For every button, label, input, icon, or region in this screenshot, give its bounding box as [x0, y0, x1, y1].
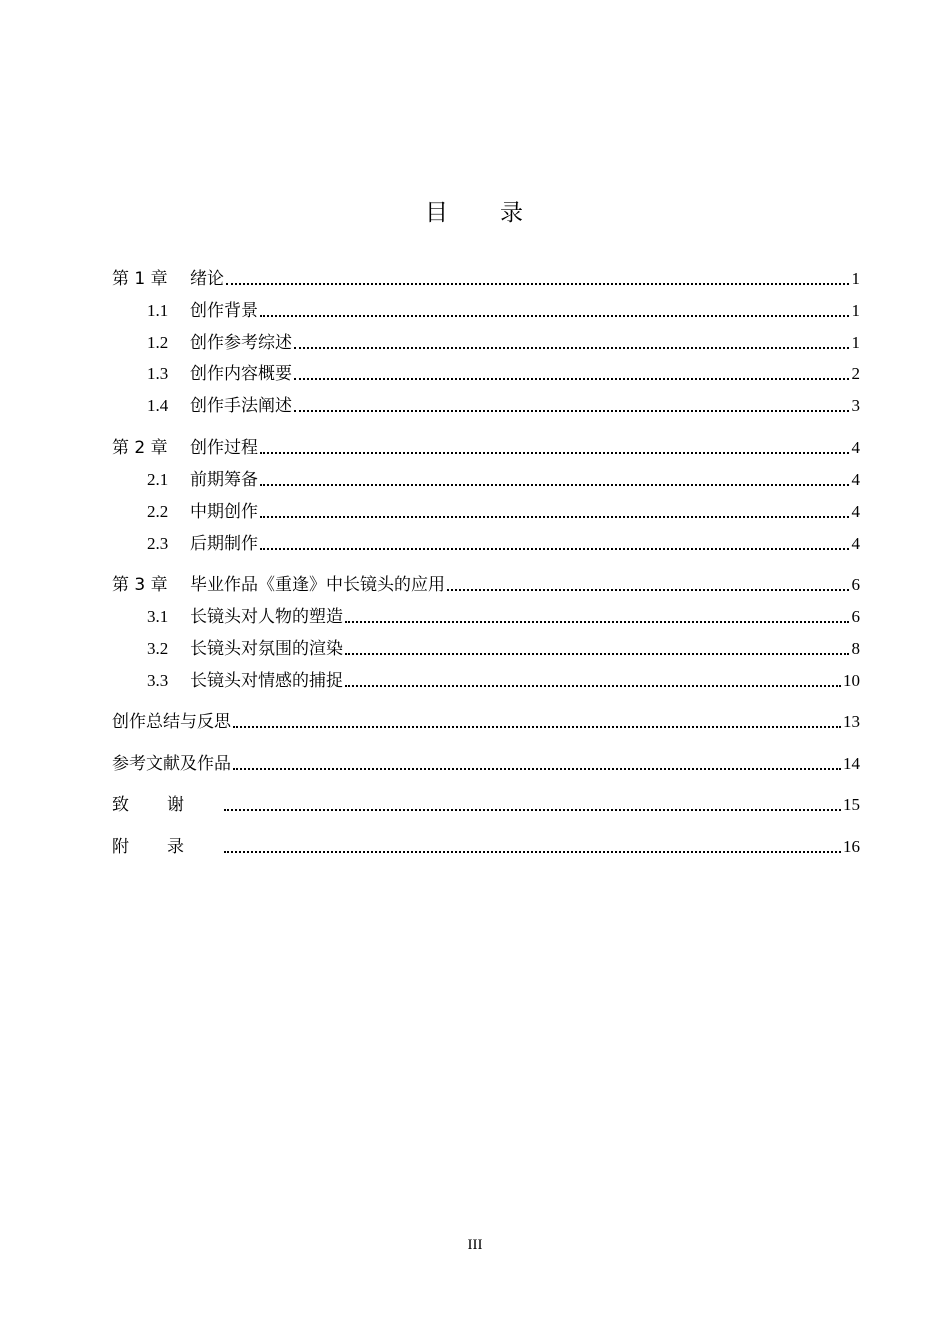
toc-chapter-entry[interactable]: [112, 791, 860, 815]
toc-leader-dots: [233, 726, 841, 728]
toc-leader-dots: [294, 378, 849, 380]
toc-entry-page: 13: [843, 712, 860, 731]
toc-entry-page: 4: [851, 502, 860, 521]
toc-chapter-entry[interactable]: [112, 750, 860, 774]
toc-entry-number: 3.2: [147, 639, 169, 658]
toc-entry-label: 参考文献及作品: [112, 754, 231, 774]
toc-leader-dots: [260, 548, 849, 550]
toc-leader-dots: [260, 315, 849, 317]
toc-entry-page: 1: [851, 301, 860, 320]
toc-leader-dots: [224, 851, 841, 853]
toc-entry-page: 1: [851, 269, 860, 288]
toc-entry-label: 长镜头对人物的塑造: [190, 607, 343, 627]
toc-entry-number: 1.4: [147, 396, 169, 415]
toc-entry-page: 2: [851, 364, 860, 383]
toc-entry-number: 第 1 章: [112, 269, 168, 289]
toc-leader-dots: [233, 768, 841, 770]
toc-entry-number: 1.3: [147, 364, 169, 383]
toc-section-entry[interactable]: [112, 360, 860, 384]
toc-leader-dots: [345, 653, 849, 655]
toc-entry-label: 前期筹备: [190, 470, 258, 490]
toc-section-entry[interactable]: [112, 530, 860, 554]
toc-entry-number: 2.2: [147, 502, 169, 521]
toc-entry-page: 4: [851, 534, 860, 553]
toc-title-char-1: 目: [425, 200, 450, 226]
toc-entry-number: 1.1: [147, 301, 169, 320]
toc-section-entry[interactable]: [112, 667, 860, 691]
toc-entry-label: 创作总结与反思: [112, 712, 231, 732]
toc-entry-label: 创作过程: [190, 438, 258, 458]
toc-entry-page: 4: [851, 438, 860, 457]
toc-entry-label: 创作参考综述: [190, 333, 292, 353]
toc-section-entry[interactable]: [112, 329, 860, 353]
toc-section-entry[interactable]: [112, 466, 860, 490]
toc-leader-dots: [294, 347, 849, 349]
toc-section-entry[interactable]: [112, 635, 860, 659]
toc-entry-number: 2.1: [147, 470, 169, 489]
toc-entry-number: 第 3 章: [112, 575, 168, 595]
toc-entry-label: 致谢: [112, 795, 222, 815]
toc-entry-number: 1.2: [147, 333, 169, 352]
toc-entry-page: 16: [843, 837, 860, 856]
toc-leader-dots: [224, 809, 841, 811]
toc-leader-dots: [260, 484, 849, 486]
toc-chapter-entry[interactable]: [112, 833, 860, 857]
toc-leader-dots: [447, 589, 849, 591]
toc-entry-page: 1: [851, 333, 860, 352]
toc-entry-label: 后期制作: [190, 534, 258, 554]
toc-entry-label: 绪论: [190, 269, 224, 289]
toc-entry-page: 14: [843, 754, 860, 773]
toc-entry-label: 毕业作品《重逢》中长镜头的应用: [190, 575, 445, 595]
toc-entry-label: 长镜头对氛围的渲染: [190, 639, 343, 659]
toc-leader-dots: [260, 516, 849, 518]
toc-entry-page: 6: [851, 607, 860, 626]
toc-entry-label: 创作背景: [190, 301, 258, 321]
toc-leader-dots: [345, 685, 841, 687]
toc-leader-dots: [226, 283, 849, 285]
toc-leader-dots: [294, 410, 849, 412]
toc-entry-label: 创作手法阐述: [190, 396, 292, 416]
toc-entry-label: 创作内容概要: [190, 364, 292, 384]
toc-entry-number: 3.3: [147, 671, 169, 690]
toc-entry-label: 附录: [112, 837, 222, 857]
toc-section-entry[interactable]: [112, 498, 860, 522]
toc-entry-number: 第 2 章: [112, 438, 168, 458]
toc-entry-number: 3.1: [147, 607, 169, 626]
page-number: III: [467, 1237, 483, 1253]
toc-leader-dots: [345, 621, 849, 623]
toc-entry-number: 2.3: [147, 534, 169, 553]
toc-entry-page: 3: [851, 396, 860, 415]
toc-section-entry[interactable]: [112, 603, 860, 627]
toc-leader-dots: [260, 452, 849, 454]
toc-entry-page: 8: [851, 639, 860, 658]
toc-entry-page: 4: [851, 470, 860, 489]
toc-section-entry[interactable]: [112, 392, 860, 416]
toc-chapter-entry[interactable]: [112, 571, 860, 595]
toc-chapter-entry[interactable]: [112, 708, 860, 732]
toc-entry-page: 15: [843, 795, 860, 814]
toc-entry-label: 中期创作: [190, 502, 258, 522]
toc-title: [0, 194, 950, 227]
toc-chapter-entry[interactable]: [112, 434, 860, 458]
toc-chapter-entry[interactable]: [112, 265, 860, 289]
toc-entry-page: 10: [843, 671, 860, 690]
toc-section-entry[interactable]: [112, 297, 860, 321]
toc-entry-page: 6: [851, 575, 860, 594]
toc-entry-label: 长镜头对情感的捕捉: [190, 671, 343, 691]
toc-title-char-2: 录: [500, 200, 525, 226]
